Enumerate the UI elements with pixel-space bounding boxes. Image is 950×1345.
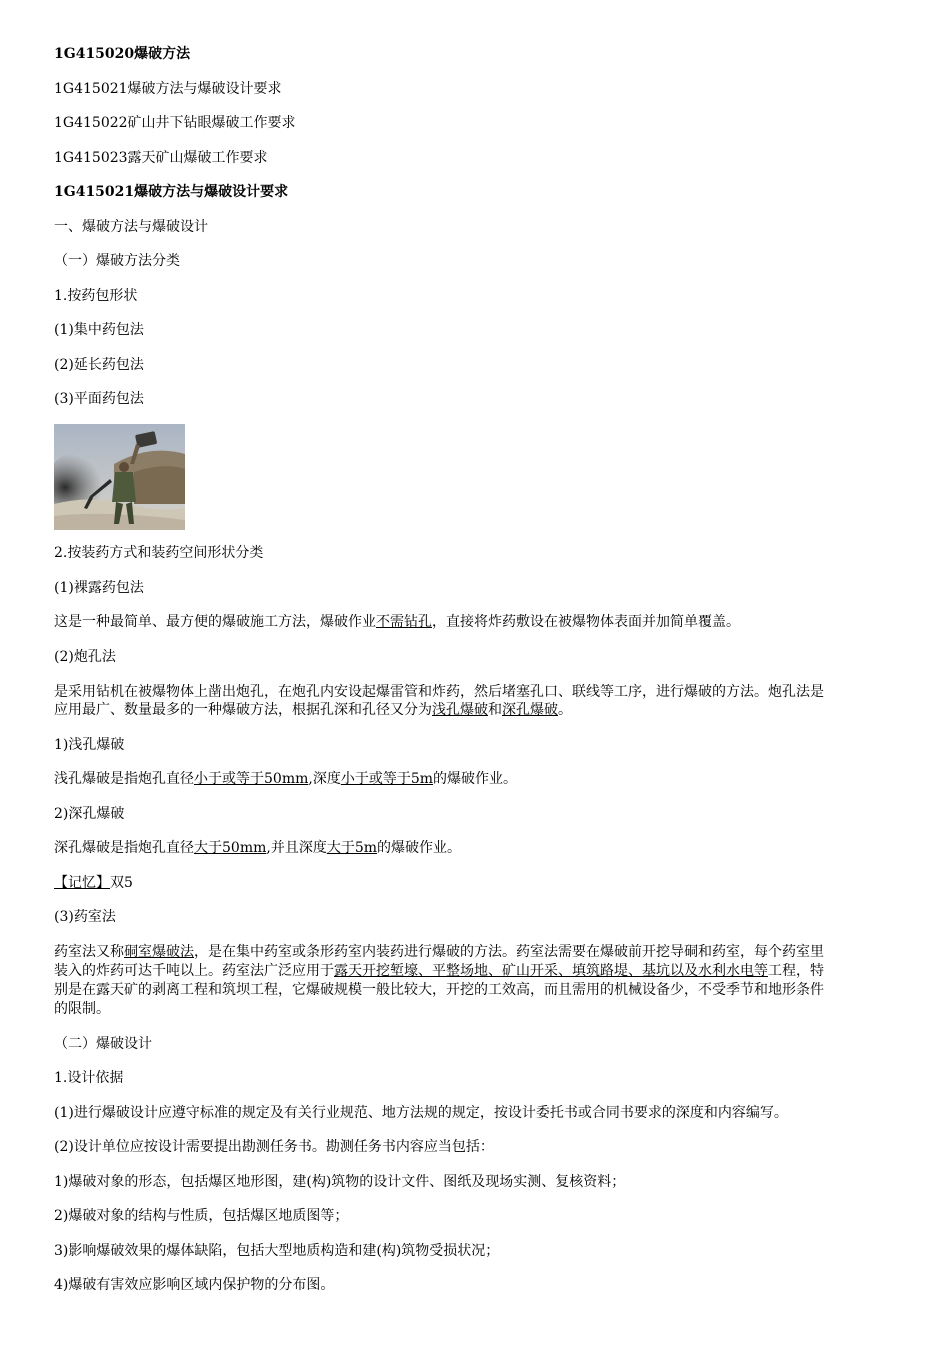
borehole-desc-1: 是采用钻机在被爆物体上凿出炮孔，在炮孔内安设起爆雷管和炸药，然后堵塞孔口、联线等工序，进行爆破的方法。炮孔法是 [54, 684, 824, 700]
by-shape-item-1: (1)集中药包法 [54, 322, 144, 338]
chamber-title: (3)药室法 [54, 909, 116, 925]
heading-main: 1G415020爆破方法 [54, 46, 191, 62]
design-para-2: (2)设计单位应按设计需要提出勘测任务书。勘测任务书内容应当包括： [54, 1139, 494, 1155]
bare-charge-title: (1)裸露药包法 [54, 580, 144, 596]
subsection-heading-2: （二）爆破设计 [54, 1036, 152, 1052]
chamber-desc-1: 药室法又称硐室爆破法，是在集中药室或条形药室内装药进行爆破的方法。药室法需要在爆破前开挖导硐和药室，每个药室里 [54, 944, 824, 960]
design-para-1: (1)进行爆破设计应遵守标准的规定及有关行业规范、地方法规的规定，按设计委托书或合同书要求的深度和内容编写。 [54, 1105, 788, 1121]
design-item-3: 3)影响爆破效果的爆体缺陷，包括大型地质构造和建(构)筑物受损状况； [54, 1243, 500, 1259]
chamber-desc-2: 装入的炸药可达千吨以上。药室法广泛应用于露天开挖堑壕、平整场地、矿山开采、填筑路堤、基坑以及水利水电等工程，特 [54, 963, 824, 979]
by-shape-item-2: (2)延长药包法 [54, 357, 144, 373]
borehole-desc-2: 应用最广、数量最多的一种爆破方法，根据孔深和孔径又分为浅孔爆破和深孔爆破。 [54, 702, 572, 718]
memo-line: 【记忆】双5 [54, 875, 133, 891]
memo-label: 【记忆】 [54, 875, 110, 891]
chamber-desc-3: 别是在露天矿的剥离工程和筑坝工程，它爆破规模一般比较大，开挖的工效高，而且需用的机械设备少，不受季节和地形条件 [54, 982, 824, 998]
by-method-title: 2.按装药方式和装药空间形状分类 [54, 545, 264, 561]
blasting-photo [54, 424, 185, 530]
design-basis-title: 1.设计依据 [54, 1070, 124, 1086]
toc-item-2: 1G415022矿山井下钻眼爆破工作要求 [54, 115, 296, 131]
subsection-heading-1: （一）爆破方法分类 [54, 253, 180, 269]
design-item-1: 1)爆破对象的形态，包括爆区地形图，建(构)筑物的设计文件、图纸及现场实测、复核资料； [54, 1174, 626, 1190]
toc-item-3: 1G415023露天矿山爆破工作要求 [54, 150, 268, 166]
section-heading-1: 一、爆破方法与爆破设计 [54, 219, 208, 235]
chamber-desc-4: 的限制。 [54, 1001, 110, 1017]
deep-desc: 深孔爆破是指炮孔直径大于50mm,并且深度大于5m的爆破作业。 [54, 840, 462, 856]
deep-title: 2)深孔爆破 [54, 806, 125, 822]
design-item-2: 2)爆破对象的结构与性质，包括爆区地质图等； [54, 1208, 349, 1224]
by-shape-item-3: (3)平面药包法 [54, 391, 144, 407]
design-item-4: 4)爆破有害效应影响区域内保护物的分布图。 [54, 1277, 335, 1293]
bare-charge-desc: 这是一种最简单、最方便的爆破施工方法，爆破作业不需钻孔，直接将炸药敷设在被爆物体表面并加简单覆盖。 [54, 614, 740, 630]
shallow-desc: 浅孔爆破是指炮孔直径小于或等于50mm,深度小于或等于5m的爆破作业。 [54, 771, 518, 787]
by-shape-title: 1.按药包形状 [54, 288, 138, 304]
borehole-title: (2)炮孔法 [54, 649, 116, 665]
section-title: 1G415021爆破方法与爆破设计要求 [54, 184, 289, 200]
shallow-title: 1)浅孔爆破 [54, 737, 125, 753]
toc-item-1: 1G415021爆破方法与爆破设计要求 [54, 81, 282, 97]
